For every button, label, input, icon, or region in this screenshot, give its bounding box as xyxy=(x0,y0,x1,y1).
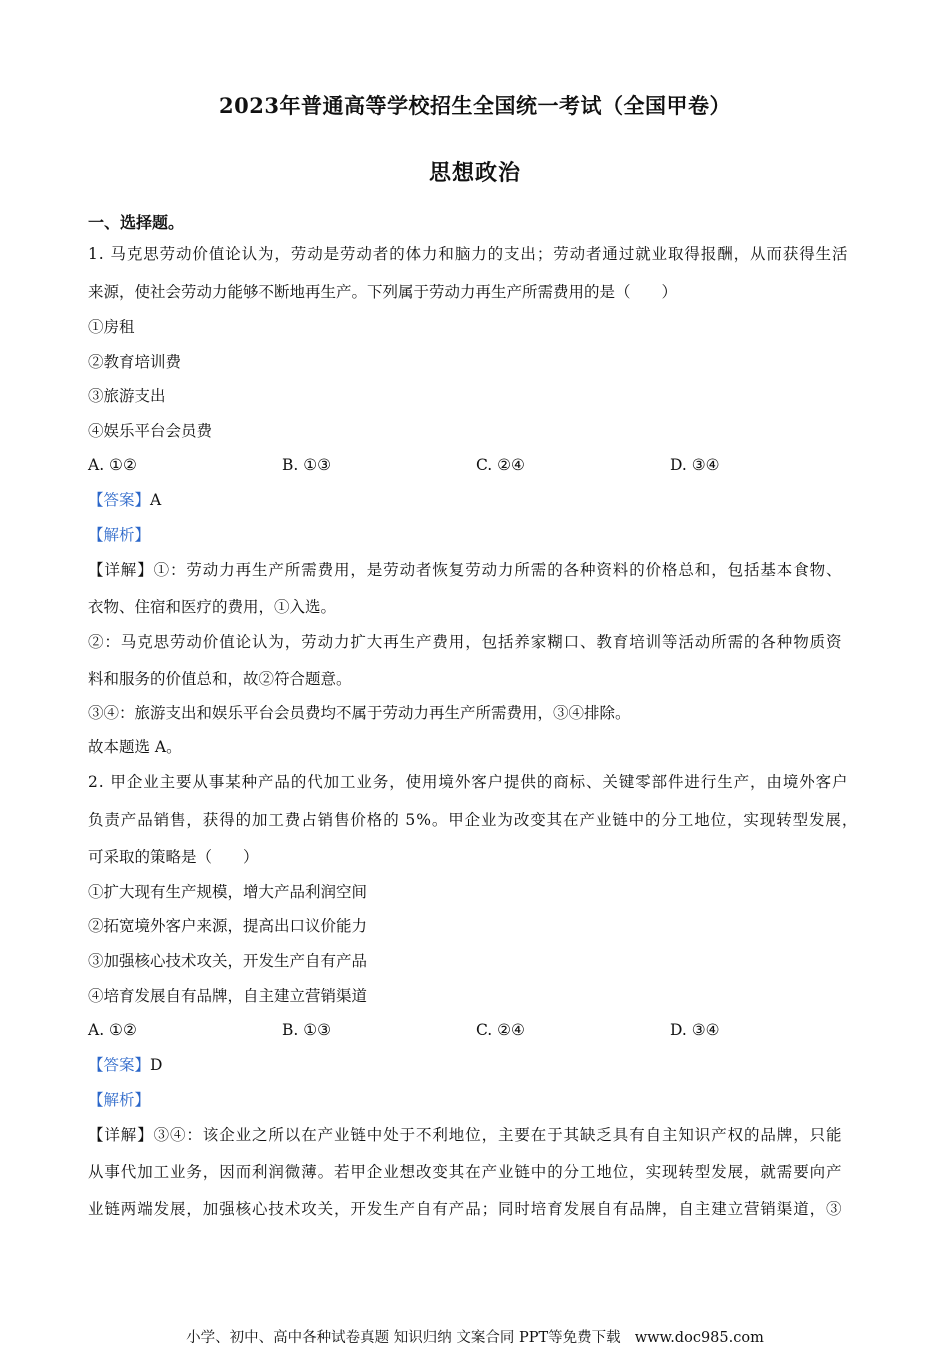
q1-stem-line-1: 1. 马克思劳动价值论认为，劳动是劳动者的体力和脑力的支出；劳动者通过就业取得报酬，从而获得生活 xyxy=(88,245,849,263)
q2-detail-line-2: 从事代加工业务，因而利润微薄。若甲企业想改变其在产业链中的分工地位，实现转型发展，就需要向产 xyxy=(88,1163,843,1181)
q2-item-3: ③加强核心技术攻关，开发生产自有产品 xyxy=(88,952,368,970)
q2-item-2: ②拓宽境外客户来源，提高出口议价能力 xyxy=(88,917,368,935)
q1-detail-line-1 xyxy=(88,563,868,579)
section-heading: 一、选择题。 xyxy=(88,213,185,232)
exam-title: 2023年普通高等学校招生全国统一考试（全国甲卷） xyxy=(219,93,731,118)
q1-option-b: B. ①③ xyxy=(282,456,332,474)
q1-answer-row xyxy=(88,493,868,509)
q1-answer: A xyxy=(150,491,162,509)
q2-detail-line-3: 业链两端发展，加强核心技术攻关，开发生产自有产品；同时培育发展自有品牌，自主建立营销渠道，③ xyxy=(88,1200,843,1218)
q1-answer-tag: 【答案】 xyxy=(88,491,151,509)
q2-detail-line-1 xyxy=(88,1128,868,1144)
q2-option-a: A. ①② xyxy=(88,1021,137,1039)
q1-detail-line-4: 料和服务的价值总和，故②符合题意。 xyxy=(88,670,352,688)
q2-detail-tag: 【详解】 xyxy=(88,1126,154,1144)
q2-answer-tag: 【答案】 xyxy=(88,1056,151,1074)
q1-item-3: ③旅游支出 xyxy=(88,387,166,405)
footer-text: 小学、初中、高中各种试卷真题 知识归纳 文案合同 PPT等免费下载 xyxy=(186,1330,621,1346)
q1-detail-line-5: ③④：旅游支出和娱乐平台会员费均不属于劳动力再生产所需费用，③④排除。 xyxy=(88,704,631,722)
q2-answer-row xyxy=(88,1058,868,1074)
q1-detail-tag: 【详解】 xyxy=(88,561,154,579)
q2-answer: D xyxy=(150,1056,163,1074)
q1-detail-line-2: 衣物、住宿和医疗的费用，①入选。 xyxy=(88,598,337,616)
q1-analysis-tag: 【解析】 xyxy=(88,526,151,544)
q2-item-4: ④培育发展自有品牌，自主建立营销渠道 xyxy=(88,987,368,1005)
q2-analysis-tag: 【解析】 xyxy=(88,1091,151,1109)
q1-item-2: ②教育培训费 xyxy=(88,353,182,371)
footer-url[interactable]: www.doc985.com xyxy=(634,1330,764,1346)
q2-detail-text-1: ③④：该企业之所以在产业链中处于不利地位，主要在于其缺乏具有自主知识产权的品牌，只能 xyxy=(153,1126,843,1144)
q2-stem-line-2: 负责产品销售，获得的加工费占销售价格的 5%。甲企业为改变其在产业链中的分工地位，实现转型发展， xyxy=(88,811,859,829)
q1-option-c: C. ②④ xyxy=(476,456,525,474)
q1-option-d: D. ③④ xyxy=(670,456,720,474)
subject-title: 思想政治 xyxy=(428,160,521,186)
q2-option-c: C. ②④ xyxy=(476,1021,525,1039)
q1-item-1: ①房租 xyxy=(88,318,135,336)
q2-stem-line-1: 2. 甲企业主要从事某种产品的代加工业务，使用境外客户提供的商标、关键零部件进行生产，由境外客户 xyxy=(88,773,849,791)
q1-detail-text-1: ①：劳动力再生产所需费用，是劳动者恢复劳动力所需的各种资料的价格总和，包括基本食物、 xyxy=(153,561,843,579)
q1-option-a: A. ①② xyxy=(88,456,137,474)
q1-stem-line-2: 来源，使社会劳动力能够不断地再生产。下列属于劳动力再生产所需费用的是（ ） xyxy=(88,283,678,301)
q1-detail-line-6: 故本题选 A。 xyxy=(88,738,182,756)
q2-option-b: B. ①③ xyxy=(282,1021,332,1039)
q1-item-4: ④娱乐平台会员费 xyxy=(88,422,213,440)
q2-item-1: ①扩大现有生产规模，增大产品利润空间 xyxy=(88,883,368,901)
q1-detail-line-3: ②：马克思劳动价值论认为，劳动力扩大再生产费用，包括养家糊口、教育培训等活动所需的各种物质资 xyxy=(88,633,843,651)
q2-stem-line-3: 可采取的策略是（ ） xyxy=(88,848,259,866)
q2-option-d: D. ③④ xyxy=(670,1021,720,1039)
